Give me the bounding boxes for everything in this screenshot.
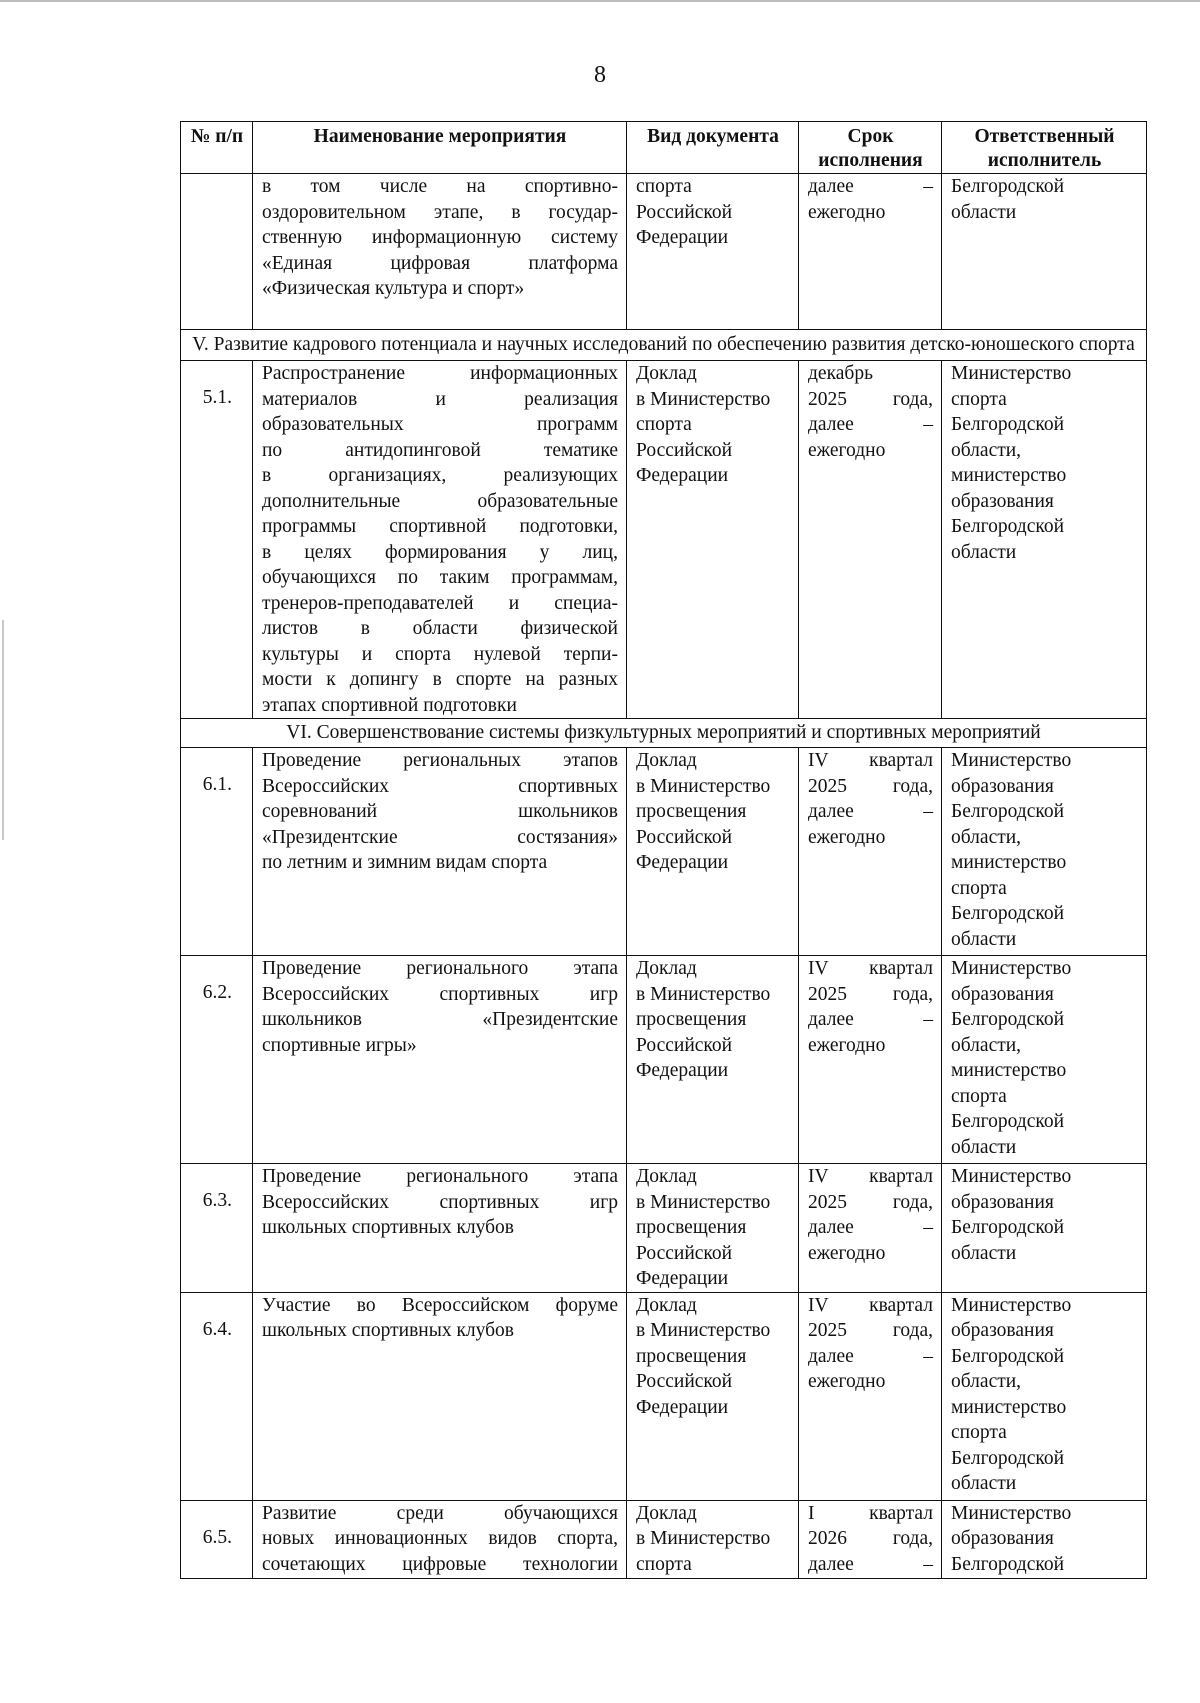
cell-line: Проведение регионального этапа — [262, 1166, 618, 1187]
cell-line: 2025 года, — [808, 388, 933, 410]
cell-line: Министерство — [951, 1166, 1072, 1187]
cell-line: Проведение региональных этапов — [262, 750, 618, 771]
cell-line: Белгородской — [951, 1217, 1065, 1238]
table-row — [181, 361, 1147, 719]
cell-line: образования — [951, 1191, 1054, 1213]
cell-resp — [942, 1292, 1147, 1500]
cell-line: спорта — [636, 176, 692, 197]
cell-line: Белгородской — [951, 516, 1065, 537]
section-row — [181, 719, 1147, 748]
cell-line: ежегодно — [808, 1034, 886, 1056]
table-row — [181, 956, 1147, 1164]
cell-line: Федерации — [636, 465, 729, 486]
cell-line: IV квартал — [808, 958, 933, 979]
cell-line: далее – — [808, 1345, 933, 1367]
cell-line: в Министерство — [636, 775, 771, 797]
cell-line: спорта — [636, 414, 692, 435]
cell-name — [253, 174, 627, 330]
cell-line: образования — [951, 1528, 1054, 1549]
cell-line: спорта — [951, 1085, 1007, 1107]
cell-name — [253, 1500, 627, 1578]
cell-line: I квартал — [808, 1502, 933, 1524]
cell-line: обучающихся по таким программам, — [262, 567, 618, 588]
header-doc: Вид документа — [627, 122, 799, 174]
table-row — [181, 1292, 1147, 1500]
cell-line: спорта — [951, 388, 1007, 410]
cell-line: Российской — [636, 1371, 733, 1392]
section-title: VI. Совершенствование системы физкультурных мероприятий и спортивных мероприятий — [181, 719, 1147, 748]
header-num: № п/п — [181, 122, 253, 174]
cell-line: Доклад — [636, 750, 697, 771]
cell-line: новых инновационных видов спорта, — [262, 1528, 618, 1549]
cell-doc — [627, 174, 799, 330]
cell-line: культуры и спорта нулевой терпи- — [262, 643, 618, 665]
cell-doc — [627, 956, 799, 1164]
cell-line: по антидопинговой тематике — [262, 439, 618, 461]
cell-line: в организациях, реализующих — [262, 465, 618, 486]
cell-num — [181, 174, 253, 330]
cell-line: в Министерство — [636, 388, 771, 410]
cell-line: IV квартал — [808, 750, 933, 771]
cell-line: спорта — [636, 1553, 692, 1575]
cell-line: Министерство — [951, 958, 1072, 979]
cell-line: просвещения — [636, 1009, 747, 1030]
cell-line: Белгородской — [951, 903, 1065, 924]
cell-line: образовательных программ — [262, 414, 618, 435]
cell-line: Распространение информационных — [262, 363, 618, 384]
cell-line: в целях формирования у лиц, — [262, 541, 618, 563]
cell-name — [253, 1292, 627, 1500]
cell-doc — [627, 748, 799, 956]
cell-name — [253, 361, 627, 719]
cell-line: Российской — [636, 1242, 733, 1264]
cell-doc — [627, 1500, 799, 1578]
cell-line: Белгородской — [951, 801, 1065, 822]
cell-term — [799, 174, 942, 330]
cell-line: области, — [951, 1371, 1022, 1392]
cell-line: Министерство — [951, 363, 1072, 384]
cell-resp — [942, 956, 1147, 1164]
cell-line: просвещения — [636, 1217, 747, 1238]
cell-line: ежегодно — [808, 826, 886, 848]
cell-line: Участие во Всероссийском форуме — [262, 1294, 618, 1316]
cell-line: в Министерство — [636, 1191, 771, 1213]
cell-line: далее – — [808, 176, 933, 197]
cell-line: образования — [951, 1320, 1054, 1341]
cell-line: ственную информационную систему — [262, 227, 618, 248]
cell-line: далее – — [808, 1009, 933, 1030]
cell-line: соревнований школьников — [262, 801, 618, 822]
cell-term — [799, 1164, 942, 1293]
section-row — [181, 330, 1147, 361]
cell-term — [799, 1292, 942, 1500]
cell-line: 2025 года, — [808, 775, 933, 797]
cell-line: школьных спортивных клубов — [262, 1320, 515, 1341]
cell-line: спорта — [951, 877, 1007, 899]
cell-line: области — [951, 1242, 1017, 1264]
cell-line: области, — [951, 439, 1022, 461]
cell-line: 2025 года, — [808, 1191, 933, 1213]
cell-line: Белгородской — [951, 176, 1065, 197]
cell-line: Федерации — [636, 1396, 729, 1418]
cell-line: в том числе на спортивно- — [262, 176, 618, 197]
cell-line: министерство — [951, 852, 1067, 873]
cell-resp — [942, 361, 1147, 719]
cell-line: материалов и реализация — [262, 388, 618, 410]
cell-line: Доклад — [636, 958, 697, 979]
cell-line: 2025 года, — [808, 983, 933, 1005]
header-name: Наименование мероприятия — [253, 122, 627, 174]
cell-term — [799, 748, 942, 956]
cell-line: Белгородской — [951, 1553, 1065, 1575]
cell-line: в Министерство — [636, 1320, 771, 1341]
cell-line: образования — [951, 775, 1054, 797]
cell-line: далее – — [808, 1553, 933, 1575]
cell-term — [799, 956, 942, 1164]
cell-line: спортивные игры» — [262, 1034, 417, 1056]
cell-line: этапах спортивной подготовки — [262, 694, 517, 716]
cell-num: 6.4. — [181, 1292, 253, 1500]
cell-line: Доклад — [636, 363, 697, 384]
cell-line: просвещения — [636, 801, 747, 822]
cell-line: Федерации — [636, 1268, 729, 1289]
cell-line: области, — [951, 826, 1022, 848]
cell-line: оздоровительном этапе, в государ- — [262, 201, 618, 223]
cell-term — [799, 361, 942, 719]
cell-line: программы спортивной подготовки, — [262, 516, 618, 537]
section-title: V. Развитие кадрового потенциала и научных исследований по обеспечению развития детско-юношеского спорта — [181, 330, 1147, 361]
cell-line: «Единая цифровая платформа — [262, 252, 618, 274]
cell-line: Министерство — [951, 1502, 1072, 1524]
cell-line: области — [951, 1136, 1017, 1158]
cell-num: 6.5. — [181, 1500, 253, 1578]
cell-num: 6.1. — [181, 748, 253, 956]
cell-line: далее – — [808, 801, 933, 822]
cell-line: ежегодно — [808, 1242, 886, 1264]
cell-line: Развитие среди обучающихся — [262, 1502, 618, 1524]
cell-line: министерство — [951, 465, 1067, 486]
cell-term — [799, 1500, 942, 1578]
table-row — [181, 1500, 1147, 1578]
cell-line: Белгородской — [951, 1009, 1065, 1030]
plan-table — [180, 121, 1147, 1579]
cell-line: Российской — [636, 201, 733, 223]
cell-name — [253, 1164, 627, 1293]
cell-line: просвещения — [636, 1345, 747, 1367]
cell-num: 5.1. — [181, 361, 253, 719]
cell-line: Белгородской — [951, 414, 1065, 435]
table-header-row — [181, 122, 1147, 174]
cell-line: IV квартал — [808, 1294, 933, 1316]
cell-line: 2025 года, — [808, 1320, 933, 1341]
table-row — [181, 1164, 1147, 1293]
cell-line: «Физическая культура и спорт» — [262, 278, 525, 299]
cell-line: школьников «Президентские — [262, 1009, 618, 1030]
cell-line: Российской — [636, 1034, 733, 1056]
cell-line: Доклад — [636, 1294, 697, 1316]
cell-line: Всероссийских спортивных игр — [262, 1191, 618, 1213]
cell-line: министерство — [951, 1396, 1067, 1418]
cell-doc — [627, 1164, 799, 1293]
cell-line: IV квартал — [808, 1166, 933, 1187]
cell-line: Министерство — [951, 750, 1072, 771]
cell-line: школьных спортивных клубов — [262, 1217, 515, 1238]
scan-border-top — [0, 0, 1200, 2]
cell-line: ежегодно — [808, 439, 886, 461]
cell-line: Доклад — [636, 1166, 697, 1187]
cell-line: в Министерство — [636, 1528, 771, 1549]
cell-resp — [942, 1164, 1147, 1293]
cell-line: Федерации — [636, 1060, 729, 1081]
cell-line: Всероссийских спортивных игр — [262, 983, 618, 1005]
cell-line: области — [951, 541, 1017, 563]
cell-line: Министерство — [951, 1294, 1072, 1316]
cell-line: области — [951, 1473, 1017, 1494]
cell-line: мости к допингу в спорте на разных — [262, 669, 618, 690]
cell-line: Белгородской — [951, 1447, 1065, 1469]
header-resp: Ответственный исполнитель — [942, 122, 1147, 174]
header-term: Срок исполнения — [799, 122, 942, 174]
cell-line: области — [951, 201, 1017, 223]
cell-name — [253, 748, 627, 956]
cell-line: министерство — [951, 1060, 1067, 1081]
cell-line: далее – — [808, 414, 933, 435]
cell-line: Федерации — [636, 852, 729, 873]
scan-border-left — [2, 620, 4, 840]
cell-name — [253, 956, 627, 1164]
cell-resp — [942, 748, 1147, 956]
table-row — [181, 748, 1147, 956]
cell-line: области, — [951, 1034, 1022, 1056]
cell-line: образования — [951, 490, 1054, 512]
cell-line: ежегодно — [808, 1371, 886, 1392]
cell-line: Федерации — [636, 227, 729, 248]
cell-line: ежегодно — [808, 201, 886, 223]
cell-line: дополнительные образовательные — [262, 490, 618, 512]
cell-line: области — [951, 928, 1017, 950]
cell-line: далее – — [808, 1217, 933, 1238]
cell-num: 6.2. — [181, 956, 253, 1164]
cell-line: листов в области физической — [262, 618, 618, 639]
cell-line: Всероссийских спортивных — [262, 775, 618, 797]
cell-line: Белгородской — [951, 1111, 1065, 1132]
cell-doc — [627, 1292, 799, 1500]
cell-num: 6.3. — [181, 1164, 253, 1293]
cell-line: декабрь — [808, 363, 873, 384]
cell-line: Белгородской — [951, 1345, 1065, 1367]
page-number: 8 — [594, 62, 606, 88]
cell-line: Российской — [636, 439, 733, 461]
cell-line: 2026 года, — [808, 1528, 933, 1549]
cell-line: Доклад — [636, 1502, 697, 1524]
cell-line: образования — [951, 983, 1054, 1005]
cell-line: тренеров-преподавателей и специа- — [262, 592, 618, 614]
cell-doc — [627, 361, 799, 719]
cell-line: Российской — [636, 826, 733, 848]
cell-line: «Президентские состязания» — [262, 826, 618, 848]
cell-resp — [942, 174, 1147, 330]
cell-resp — [942, 1500, 1147, 1578]
cell-line: спорта — [951, 1422, 1007, 1443]
cell-line: в Министерство — [636, 983, 771, 1005]
cell-line: Проведение регионального этапа — [262, 958, 618, 979]
table-row — [181, 174, 1147, 330]
cell-line: по летним и зимним видам спорта — [262, 852, 548, 873]
cell-line: сочетающих цифровые технологии — [262, 1553, 618, 1575]
